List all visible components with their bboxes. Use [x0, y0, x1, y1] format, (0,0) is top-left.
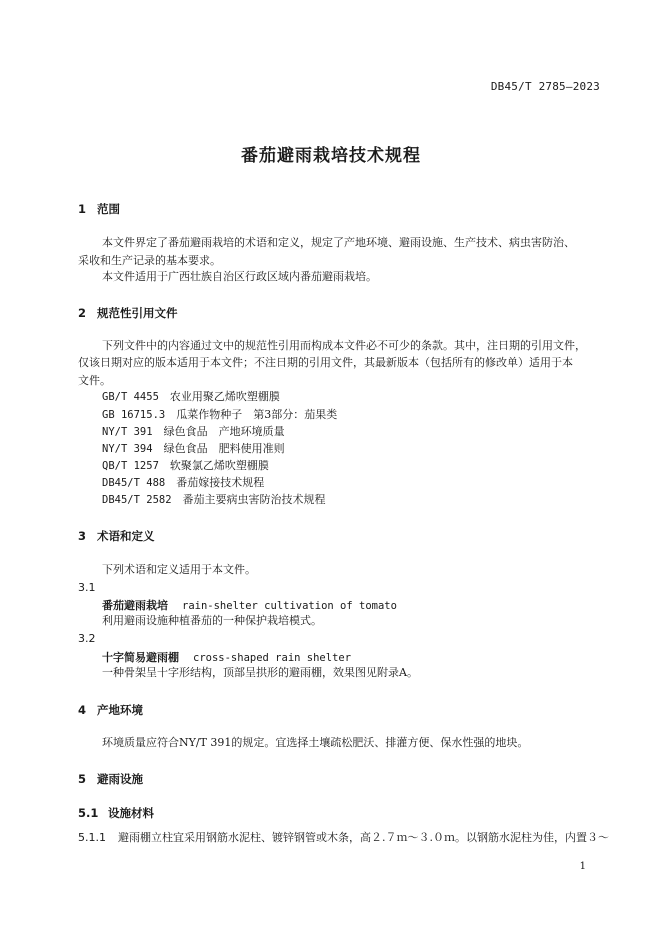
section-number: 1: [78, 202, 87, 216]
paragraph-line: 下列文件中的内容通过文中的规范性引用而构成本文件必不可少的条款。其中，注日期的引用文件，: [102, 339, 586, 352]
section-heading-environment: [78, 702, 143, 718]
paragraph-line: 环境质量应符合NY/T 391的规定。宜选择土壤疏松肥沃、排灌方便、保水性强的地块。: [102, 736, 529, 749]
section-title: 规范性引用文件: [97, 306, 178, 320]
term-definition: 一种骨架呈十字形结构，顶部呈拱形的避雨棚，效果图见附录A。: [102, 666, 418, 679]
standard-code: DB45/T 2785—2023: [490, 80, 600, 93]
paragraph-line: 本文件适用于广西壮族自治区行政区域内番茄避雨栽培。: [102, 270, 377, 283]
section-title: 术语和定义: [97, 529, 155, 543]
paragraph-line: 采收和生产记录的基本要求。: [78, 254, 221, 267]
subsection-title: 设施材料: [108, 806, 154, 820]
subsection-heading-materials: [78, 805, 154, 821]
reference-item: DB45/T 2582 番茄主要病虫害防治技术规程: [102, 493, 326, 506]
reference-item: DB45/T 488 番茄嫁接技术规程: [102, 476, 265, 489]
section-title: 避雨设施: [97, 772, 143, 786]
section-number: 2: [78, 306, 87, 320]
term-entry: 十字简易避雨棚 cross-shaped rain shelter: [102, 651, 352, 664]
reference-item: GB 16715.3 瓜菜作物种子 第3部分：茄果类: [102, 408, 338, 421]
section-heading-facilities: [78, 771, 143, 787]
term-entry: 番茄避雨栽培 rain-shelter cultivation of tomato: [102, 599, 397, 612]
section-number: 3: [78, 529, 87, 543]
clause-line: 5.1.1 避雨棚立柱宜采用钢筋水泥柱、镀锌钢管或木条，高２.７ｍ～３.０ｍ。以钢筋水泥柱为佳，内置３～: [78, 831, 609, 844]
section-title: 产地环境: [97, 703, 143, 717]
paragraph-line: 文件。: [78, 374, 111, 387]
reference-item: NY/T 394 绿色食品 肥料使用准则: [102, 442, 285, 455]
paragraph-line: 本文件界定了番茄避雨栽培的术语和定义，规定了产地环境、避雨设施、生产技术、病虫害防治、: [102, 236, 575, 249]
section-number: 4: [78, 703, 87, 717]
paragraph-line: 下列术语和定义适用于本文件。: [102, 563, 256, 576]
document-title: 番茄避雨栽培技术规程: [241, 146, 421, 166]
subsection-number: 5.1: [78, 806, 99, 820]
reference-item: NY/T 391 绿色食品 产地环境质量: [102, 425, 285, 438]
section-heading-normative-references: [78, 305, 178, 321]
page-number: 1: [579, 861, 586, 872]
paragraph-line: 仅该日期对应的版本适用于本文件；不注日期的引用文件，其最新版本（包括所有的修改单）适用于本: [78, 356, 573, 369]
section-heading-scope: [78, 201, 120, 217]
section-number: 5: [78, 772, 87, 786]
reference-item: QB/T 1257 软聚氯乙烯吹塑棚膜: [102, 459, 269, 472]
reference-item: GB/T 4455 农业用聚乙烯吹塑棚膜: [102, 390, 280, 403]
section-title: 范围: [97, 202, 120, 216]
term-number: 3.2: [78, 632, 96, 645]
section-heading-terms: [78, 528, 155, 544]
term-definition: 利用避雨设施种植番茄的一种保护栽培模式。: [102, 614, 322, 627]
term-number: 3.1: [78, 581, 96, 594]
